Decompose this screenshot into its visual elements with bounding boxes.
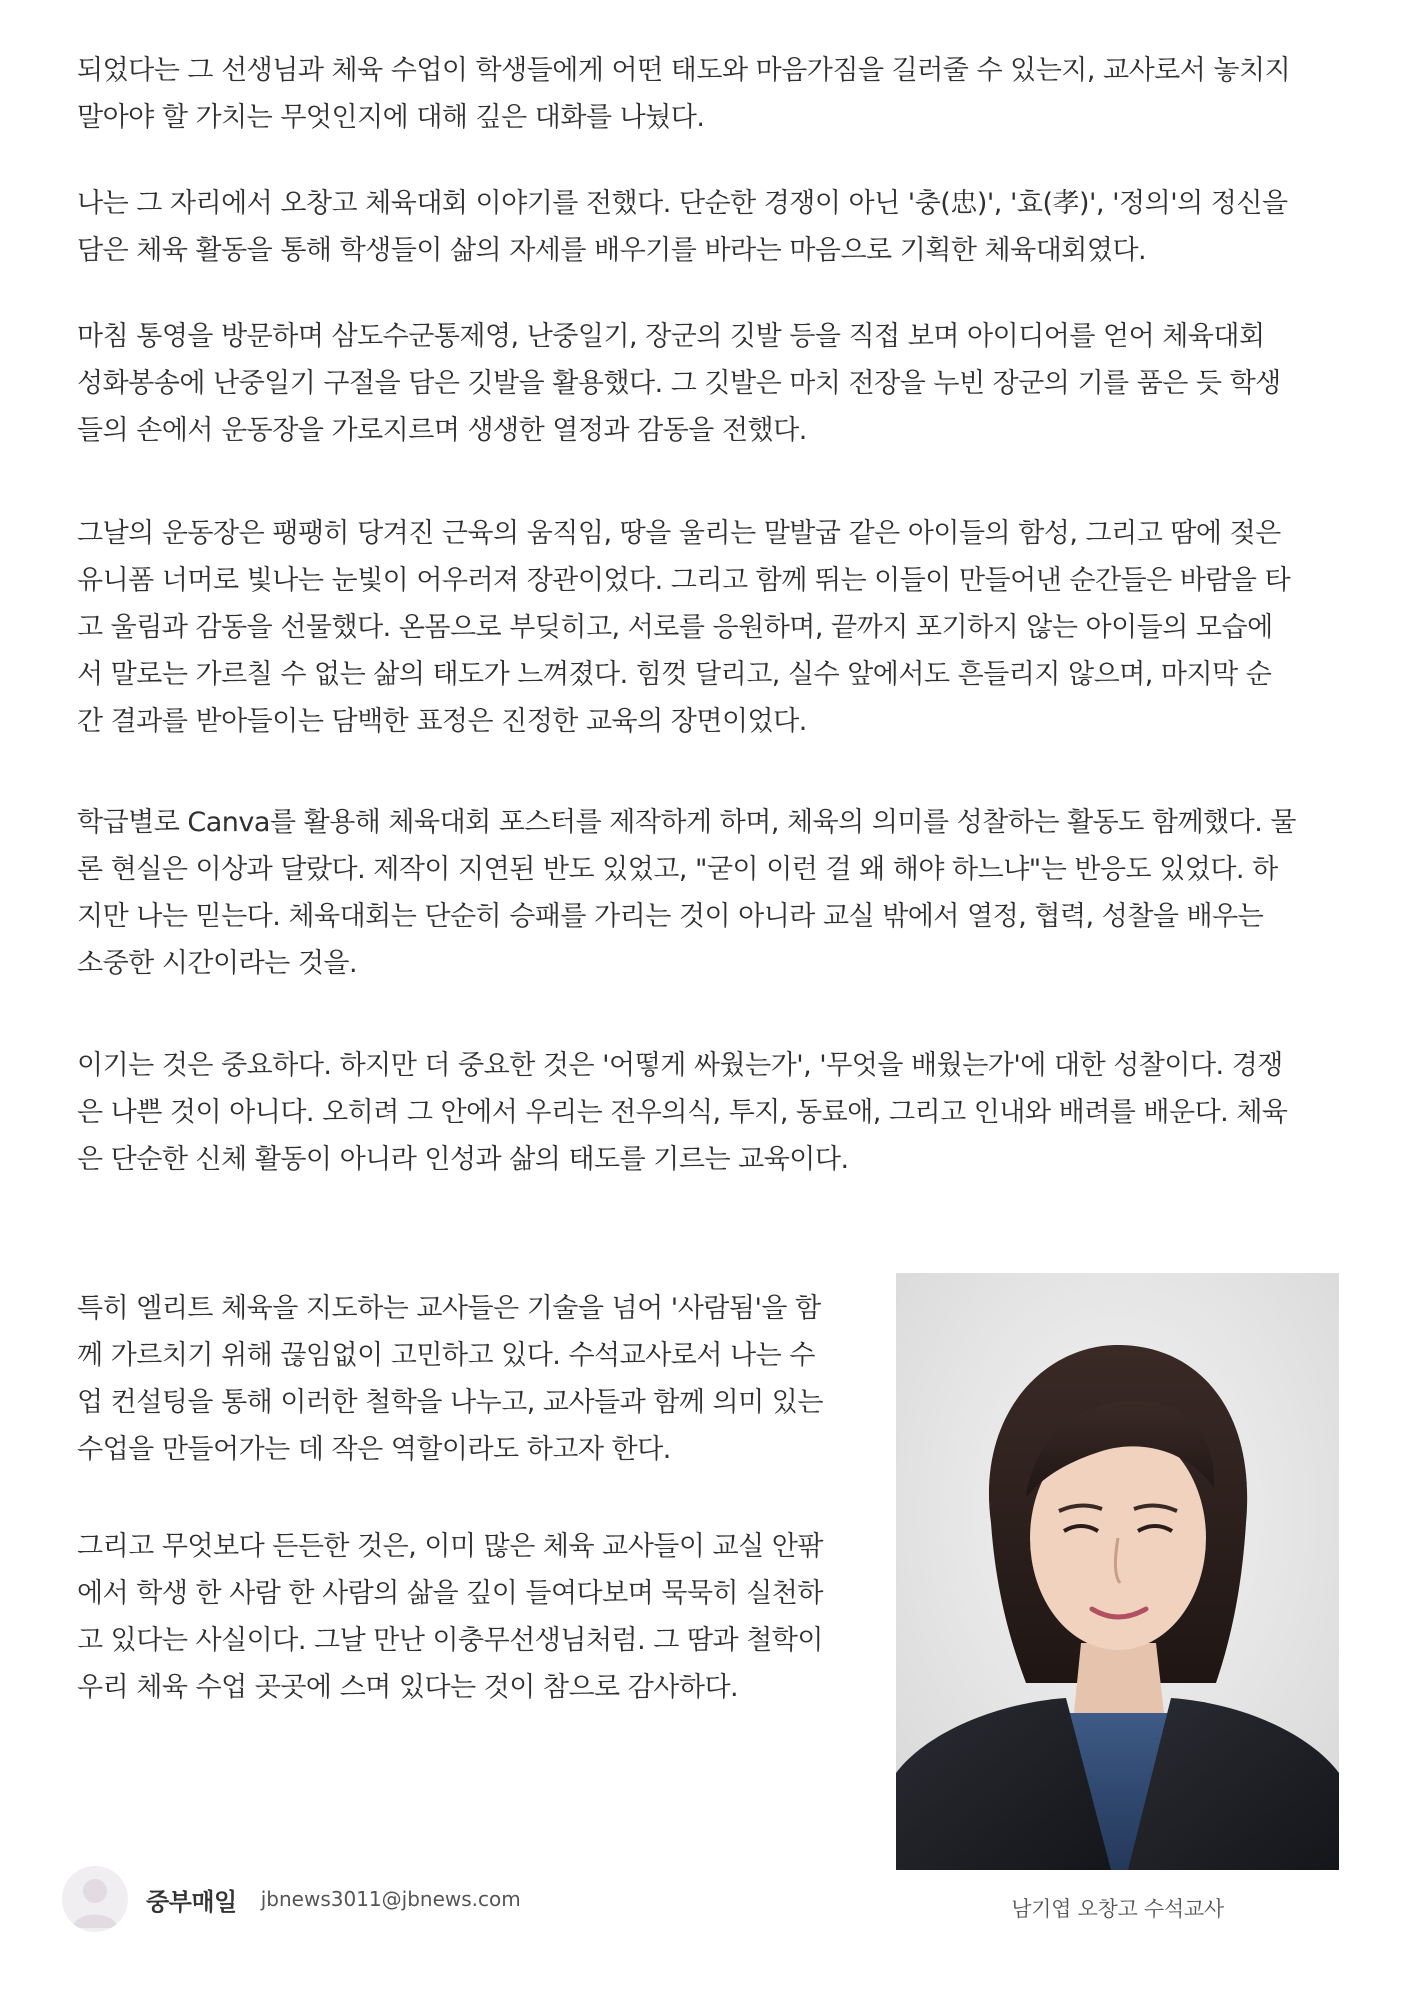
paragraph-line: 은 단순한 신체 활동이 아니라 인성과 삶의 태도를 기르는 교육이다.: [77, 1144, 849, 1175]
paragraph-line: 특히 엘리트 체육을 지도하는 교사들은 기술을 넘어 '사람됨'을 함: [77, 1293, 821, 1324]
article-paragraph-5: [77, 799, 1296, 987]
paragraph-line: 에서 학생 한 사람 한 사람의 삶을 깊이 들여다보며 묵묵히 실천하: [77, 1578, 823, 1609]
publisher-email[interactable]: jbnews3011@jbnews.com: [260, 1887, 521, 1911]
article-paragraph-2: [77, 180, 1288, 274]
paragraph-line: 고 울림과 감동을 선물했다. 온몸으로 부딪히고, 서로를 응원하며, 끝까지 포기하지 않는 아이들의 모습에: [77, 612, 1273, 643]
paragraph-line: 고 있다는 사실이다. 그날 만난 이충무선생님처럼. 그 땀과 철학이: [77, 1625, 823, 1656]
article-paragraph-4: [77, 510, 1290, 745]
paragraph-line: 은 나쁜 것이 아니다. 오히려 그 안에서 우리는 전우의식, 투지, 동료애, 그리고 인내와 배려를 배운다. 체육: [77, 1097, 1288, 1128]
portrait-illustration: [896, 1273, 1339, 1870]
paragraph-line: 유니폼 너머로 빛나는 눈빛이 어우러져 장관이었다. 그리고 함께 뛰는 이들이 만들어낸 순간들은 바람을 타: [77, 565, 1291, 596]
paragraph-line: 간 결과를 받아들이는 담백한 표정은 진정한 교육의 장면이었다.: [77, 706, 807, 737]
paragraph-line: 께 가르치기 위해 끊임없이 고민하고 있다. 수석교사로서 나는 수: [77, 1340, 815, 1371]
paragraph-line: 서 말로는 가르칠 수 없는 삶의 태도가 느껴졌다. 힘껏 달리고, 실수 앞에서도 흔들리지 않으며, 마지막 순: [77, 659, 1272, 690]
author-portrait-photo: [896, 1273, 1339, 1870]
paragraph-line: 말아야 할 가치는 무엇인지에 대해 깊은 대화를 나눴다.: [77, 102, 705, 133]
paragraph-line: 업 컨설팅을 통해 이러한 철학을 나누고, 교사들과 함께 의미 있는: [77, 1387, 823, 1418]
paragraph-line: 그리고 무엇보다 든든한 것은, 이미 많은 체육 교사들이 교실 안팎: [77, 1531, 823, 1562]
paragraph-line: 나는 그 자리에서 오창고 체육대회 이야기를 전했다. 단순한 경쟁이 아닌 '충(忠)', '효(孝)', '정의'의 정신을: [77, 188, 1288, 219]
article-paragraph-1: [77, 47, 1290, 141]
article-paragraph-8: [77, 1523, 823, 1711]
paragraph-line: 성화봉송에 난중일기 구절을 담은 깃발을 활용했다. 그 깃발은 마치 전장을 누빈 장군의 기를 품은 듯 학생: [77, 368, 1281, 399]
paragraph-line: 우리 체육 수업 곳곳에 스며 있다는 것이 참으로 감사하다.: [77, 1672, 739, 1703]
paragraph-line: 론 현실은 이상과 달랐다. 제작이 지연된 반도 있었고, "굳이 이런 걸 왜 해야 하느냐"는 반응도 있었다. 하: [77, 854, 1278, 885]
neck-shape: [1074, 1643, 1164, 1713]
paragraph-line: 이기는 것은 중요하다. 하지만 더 중요한 것은 '어떻게 싸웠는가', '무엇을 배웠는가'에 대한 성찰이다. 경쟁: [77, 1050, 1283, 1081]
publisher-name: 중부매일: [146, 1887, 237, 1916]
paragraph-line: 학급별로 Canva를 활용해 체육대회 포스터를 제작하게 하며, 체육의 의미를 성찰하는 활동도 함께했다. 물: [77, 807, 1296, 838]
paragraph-line: 지만 나는 믿는다. 체육대회는 단순히 승패를 가리는 것이 아니라 교실 밖에서 열정, 협력, 성찰을 배우는: [77, 901, 1264, 932]
article-paragraph-6: [77, 1042, 1288, 1183]
paragraph-line: 담은 체육 활동을 통해 학생들이 삶의 자세를 배우기를 바라는 마음으로 기획한 체육대회였다.: [77, 235, 1147, 266]
paragraph-line: 그날의 운동장은 팽팽히 당겨진 근육의 움직임, 땅을 울리는 말발굽 같은 아이들의 함성, 그리고 땀에 젖은: [77, 518, 1281, 549]
paragraph-line: 수업을 만들어가는 데 작은 역할이라도 하고자 한다.: [77, 1434, 671, 1465]
photo-caption: 남기엽 오창고 수석교사: [1011, 1897, 1224, 1921]
paragraph-line: 들의 손에서 운동장을 가로지르며 생생한 열정과 감동을 전했다.: [77, 415, 807, 446]
profile-avatar-icon: [62, 1866, 128, 1932]
publisher-footer: [62, 1864, 521, 1934]
article-paragraph-3: [77, 313, 1281, 454]
paragraph-line: 마침 통영을 방문하며 삼도수군통제영, 난중일기, 장군의 깃발 등을 직접 보며 아이디어를 얻어 체육대회: [77, 321, 1265, 352]
paragraph-line: 소중한 시간이라는 것을.: [77, 948, 358, 979]
paragraph-line: 되었다는 그 선생님과 체육 수업이 학생들에게 어떤 태도와 마음가짐을 길러줄 수 있는지, 교사로서 놓치지: [77, 55, 1291, 86]
article-paragraph-7: [77, 1285, 823, 1473]
